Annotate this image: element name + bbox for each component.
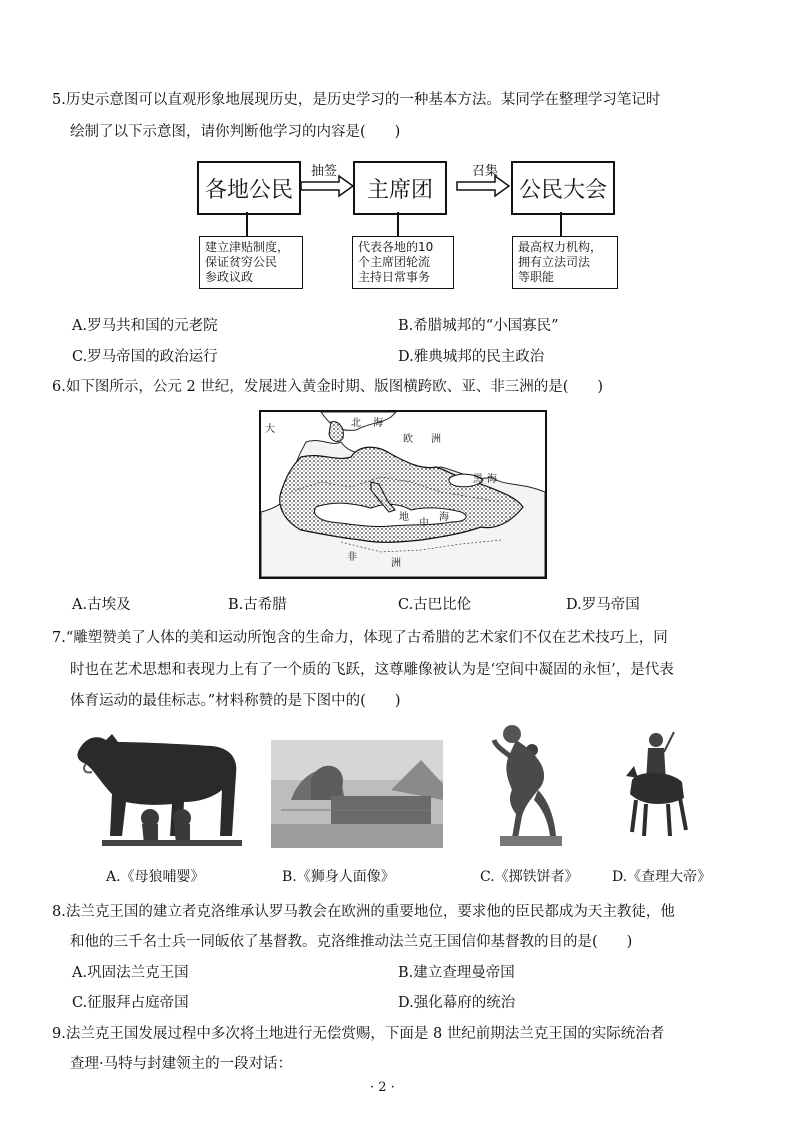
page-number: · 2 · <box>370 1080 395 1095</box>
q8-stem-line2: 和他的三千名士兵一同皈依了基督教。克洛维推动法兰克王国信仰基督教的目的是( ) <box>70 934 633 950</box>
map-label: 海 <box>487 474 497 485</box>
arrow-label-convene: 召集 <box>472 164 499 179</box>
diagram-box-assembly: 公民大会 <box>511 161 615 215</box>
note-line: 个主席团轮流 <box>358 255 431 269</box>
note-line: 参政议政 <box>205 270 254 284</box>
connector-line <box>560 212 562 236</box>
note-line: 拥有立法司法 <box>518 255 591 269</box>
q8-option-d: D.强化幕府的统治 <box>398 995 516 1011</box>
note-line: 保证贫穷公民 <box>205 255 278 269</box>
connector-line <box>246 212 248 236</box>
q7-stem-line3: 体育运动的最佳标志。”材料称赞的是下图中的( ) <box>70 693 401 709</box>
map-label: 中 <box>419 518 429 529</box>
map-label: 欧 <box>403 434 413 445</box>
q6-option-c: C.古巴比伦 <box>398 597 472 613</box>
q5-option-b: B.希腊城邦的“小国寡民” <box>398 318 559 334</box>
q8-stem-line1: 8.法兰克王国的建立者克洛维承认罗马教会在欧洲的重要地位，要求他的臣民都成为天主教徒，他 <box>52 904 675 920</box>
discus-thrower-image <box>490 720 570 848</box>
q5-option-c: C.罗马帝国的政治运行 <box>72 349 218 365</box>
note-line: 代表各地的10 <box>358 240 434 254</box>
map-label: 北 <box>351 418 361 429</box>
note-line: 建立津贴制度， <box>205 240 290 254</box>
connector-line <box>397 212 399 236</box>
map-label: 大 <box>265 424 275 435</box>
diagram-note-presidium <box>352 236 454 289</box>
map-label: 洲 <box>431 434 441 445</box>
q8-option-c: C.征服拜占庭帝国 <box>72 995 189 1011</box>
q9-stem-line1: 9.法兰克王国发展过程中多次将土地进行无偿赏赐，下面是 8 世纪前期法兰克王国的实际统治者 <box>52 1026 665 1042</box>
q6-option-b: B.古希腊 <box>228 597 287 613</box>
diagram-note-citizens <box>199 236 303 289</box>
map-label: 非 <box>347 552 357 563</box>
q7-caption-d: D.《查理大帝》 <box>612 869 712 885</box>
q7-caption-a: A.《母狼哺婴》 <box>106 869 205 885</box>
note-line: 主持日常事务 <box>358 270 431 284</box>
roman-empire-map <box>259 410 547 579</box>
map-label: 洲 <box>391 558 401 569</box>
q5-option-d: D.雅典城邦的民主政治 <box>398 349 545 365</box>
q7-stem-line1: 7.“雕塑赞美了人体的美和运动所饱含的生命力，体现了古希腊的艺术家们不仅在艺术技巧上，同 <box>52 630 668 646</box>
q6-stem-line1: 6.如下图所示，公元 2 世纪，发展进入黄金时期、版图横跨欧、亚、非三洲的是( ) <box>52 379 604 395</box>
diagram-note-assembly <box>512 236 618 289</box>
q8-option-a: A.巩固法兰克王国 <box>72 965 189 981</box>
q7-caption-b: B.《狮身人面像》 <box>282 869 395 885</box>
arrow-label-lottery: 抽签 <box>311 164 338 179</box>
map-label: 海 <box>373 418 383 429</box>
q7-caption-c: C.《掷铁饼者》 <box>480 869 579 885</box>
q6-option-d: D.罗马帝国 <box>566 597 640 613</box>
map-label: 地 <box>399 512 409 523</box>
charlemagne-statue-image <box>618 722 694 848</box>
diagram-box-citizens: 各地公民 <box>197 161 301 215</box>
q9-stem-line2: 查理·马特与封建领主的一段对话： <box>70 1056 293 1072</box>
map-label: 海 <box>439 512 449 523</box>
note-line: 最高权力机构， <box>518 240 603 254</box>
q5-stem-line2: 绘制了以下示意图，请你判断他学习的内容是( ) <box>70 124 401 140</box>
q8-option-b: B.建立查理曼帝国 <box>398 965 515 981</box>
q6-option-a: A.古埃及 <box>72 597 131 613</box>
diagram-box-presidium: 主席团 <box>353 161 447 215</box>
sphinx-image <box>271 740 443 848</box>
q5-stem-line1: 5.历史示意图可以直观形象地展现历史，是历史学习的一种基本方法。某同学在整理学习笔记时 <box>52 92 661 108</box>
note-line: 等职能 <box>518 270 555 284</box>
she-wolf-statue-image <box>72 724 248 848</box>
q7-stem-line2: 时也在艺术思想和表现力上有了一个质的飞跃，这尊雕像被认为是‘空间中凝固的永恒’，是代表 <box>70 662 674 678</box>
q5-option-a: A.罗马共和国的元老院 <box>72 318 218 334</box>
map-label: 黑 <box>473 474 483 485</box>
